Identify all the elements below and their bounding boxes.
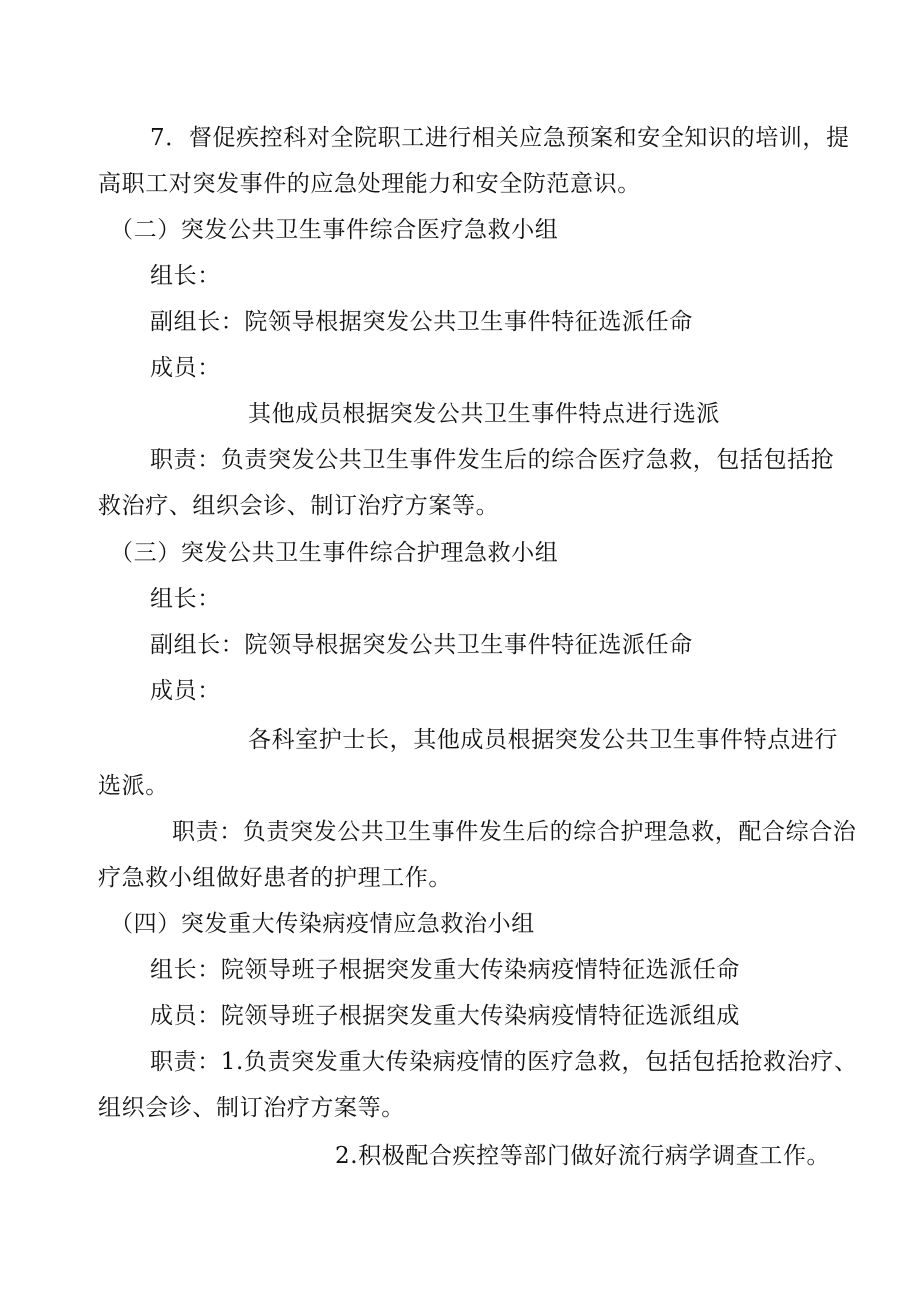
group3-members-detail-line2: 选派。 [98, 773, 169, 799]
item7-line1: 7．督促疾控科对全院职工进行相关应急预案和安全知识的培训，提 [150, 125, 850, 151]
group4-members: 成员：院领导班子根据突发重大传染病疫情特征选派组成 [150, 1003, 740, 1029]
group3-members: 成员： [150, 678, 221, 704]
group4-heading: （四）突发重大传染病疫情应急救治小组 [110, 911, 535, 937]
group4-leader: 组长：院领导班子根据突发重大传染病疫情特征选派任命 [150, 957, 740, 983]
group2-members-detail: 其他成员根据突发公共卫生事件特点进行选派 [248, 401, 720, 427]
group2-leader: 组长： [150, 263, 221, 289]
group4-duty-line1: 职责：1.负责突发重大传染病疫情的医疗急救，包括包括抢救治疗、 [150, 1049, 858, 1075]
group4-duty-line2: 组织会诊、制订治疗方案等。 [98, 1095, 405, 1121]
group2-members: 成员： [150, 355, 221, 381]
group2-duty-line2: 救治疗、组织会诊、制订治疗方案等。 [98, 493, 500, 519]
group2-duty-line1: 职责：负责突发公共卫生事件发生后的综合医疗急救，包括包括抢 [150, 447, 835, 473]
group3-duty-line1: 职责：负责突发公共卫生事件发生后的综合护理急救，配合综合治 [172, 819, 857, 845]
group3-members-detail-line1: 各科室护士长，其他成员根据突发公共卫生事件特点进行 [248, 727, 838, 753]
item7-line2: 高职工对突发事件的应急处理能力和安全防范意识。 [98, 171, 641, 197]
group3-leader: 组长： [150, 586, 221, 612]
group2-heading: （二）突发公共卫生事件综合医疗急救小组 [110, 217, 559, 243]
group4-duty-line3: 2.积极配合疾控等部门做好流行病学调查工作。 [335, 1143, 831, 1169]
group3-duty-line2: 疗急救小组做好患者的护理工作。 [98, 865, 452, 891]
group2-deputy: 副组长：院领导根据突发公共卫生事件特征选派任命 [150, 309, 693, 335]
group3-deputy: 副组长：院领导根据突发公共卫生事件特征选派任命 [150, 632, 693, 658]
group3-heading: （三）突发公共卫生事件综合护理急救小组 [110, 540, 559, 566]
